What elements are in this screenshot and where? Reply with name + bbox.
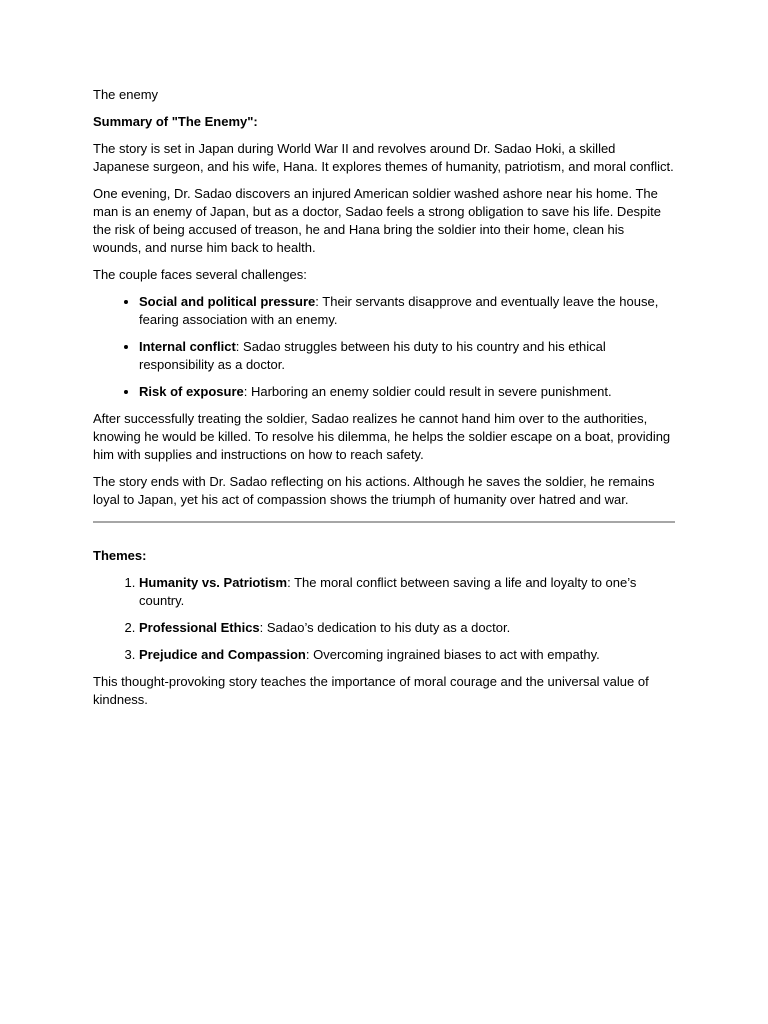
list-item-text: : Sadao’s dedication to his duty as a doctor. — [259, 620, 511, 635]
list-item — [139, 619, 675, 637]
challenges-intro: The couple faces several challenges: — [93, 267, 307, 282]
document-page — [93, 86, 675, 718]
list-item-term: Professional Ethics — [139, 620, 260, 635]
list-item — [139, 293, 675, 329]
list-item-term: Humanity vs. Patriotism — [139, 575, 288, 590]
paragraph-ending: The story ends with Dr. Sadao reflecting on his actions. Although he saves the soldier, he remains loyal to Japan, yet his act of compassion shows the triumph of humanity over hatred and war. — [93, 474, 655, 507]
document-title: The enemy — [93, 87, 159, 102]
horizontal-divider — [93, 521, 675, 523]
paragraph-escape: After successfully treating the soldier, Sadao realizes he cannot hand him over to the authorities, knowing he would be killed. To resolve his dilemma, he helps the soldier escape on a boat, providing him with supplies and instructions on how to reach safety. — [93, 411, 671, 462]
list-item-text: : The moral conflict between saving a life and loyalty to one’s country. — [139, 575, 637, 608]
list-item — [139, 383, 675, 401]
list-item-text: : Harboring an enemy soldier could result in severe punishment. — [243, 384, 612, 399]
summary-heading: Summary of "The Enemy": — [93, 114, 258, 129]
list-item-text: : Overcoming ingrained biases to act with empathy. — [305, 647, 600, 662]
themes-list — [93, 574, 675, 664]
list-item-term: Internal conflict — [139, 339, 236, 354]
list-item-text: : Sadao struggles between his duty to his country and his ethical responsibility as a doctor. — [139, 339, 606, 372]
intro-paragraph: The story is set in Japan during World War II and revolves around Dr. Sadao Hoki, a skilled Japanese surgeon, and his wife, Hana. It explores themes of humanity, patriotism, and moral conflict. — [93, 141, 674, 174]
list-item-term: Prejudice and Compassion — [139, 647, 306, 662]
paragraph-discovery: One evening, Dr. Sadao discovers an injured American soldier washed ashore near his home. The man is an enemy of Japan, but as a doctor, Sadao feels a strong obligation to save his life. Despite the risk of being accused of treason, he and Hana bring the soldier into their home, clean his wounds, and nurse him back to health. — [93, 186, 662, 255]
list-item-term: Risk of exposure — [139, 384, 244, 399]
list-item — [139, 646, 675, 664]
conclusion-paragraph: This thought-provoking story teaches the importance of moral courage and the universal value of kindness. — [93, 674, 649, 707]
themes-heading: Themes: — [93, 548, 147, 563]
list-item-text: : Their servants disapprove and eventually leave the house, fearing association with an enemy. — [139, 294, 659, 327]
list-item-term: Social and political pressure — [139, 294, 316, 309]
list-item — [139, 338, 675, 374]
challenges-list — [93, 293, 675, 401]
list-item — [139, 574, 675, 610]
